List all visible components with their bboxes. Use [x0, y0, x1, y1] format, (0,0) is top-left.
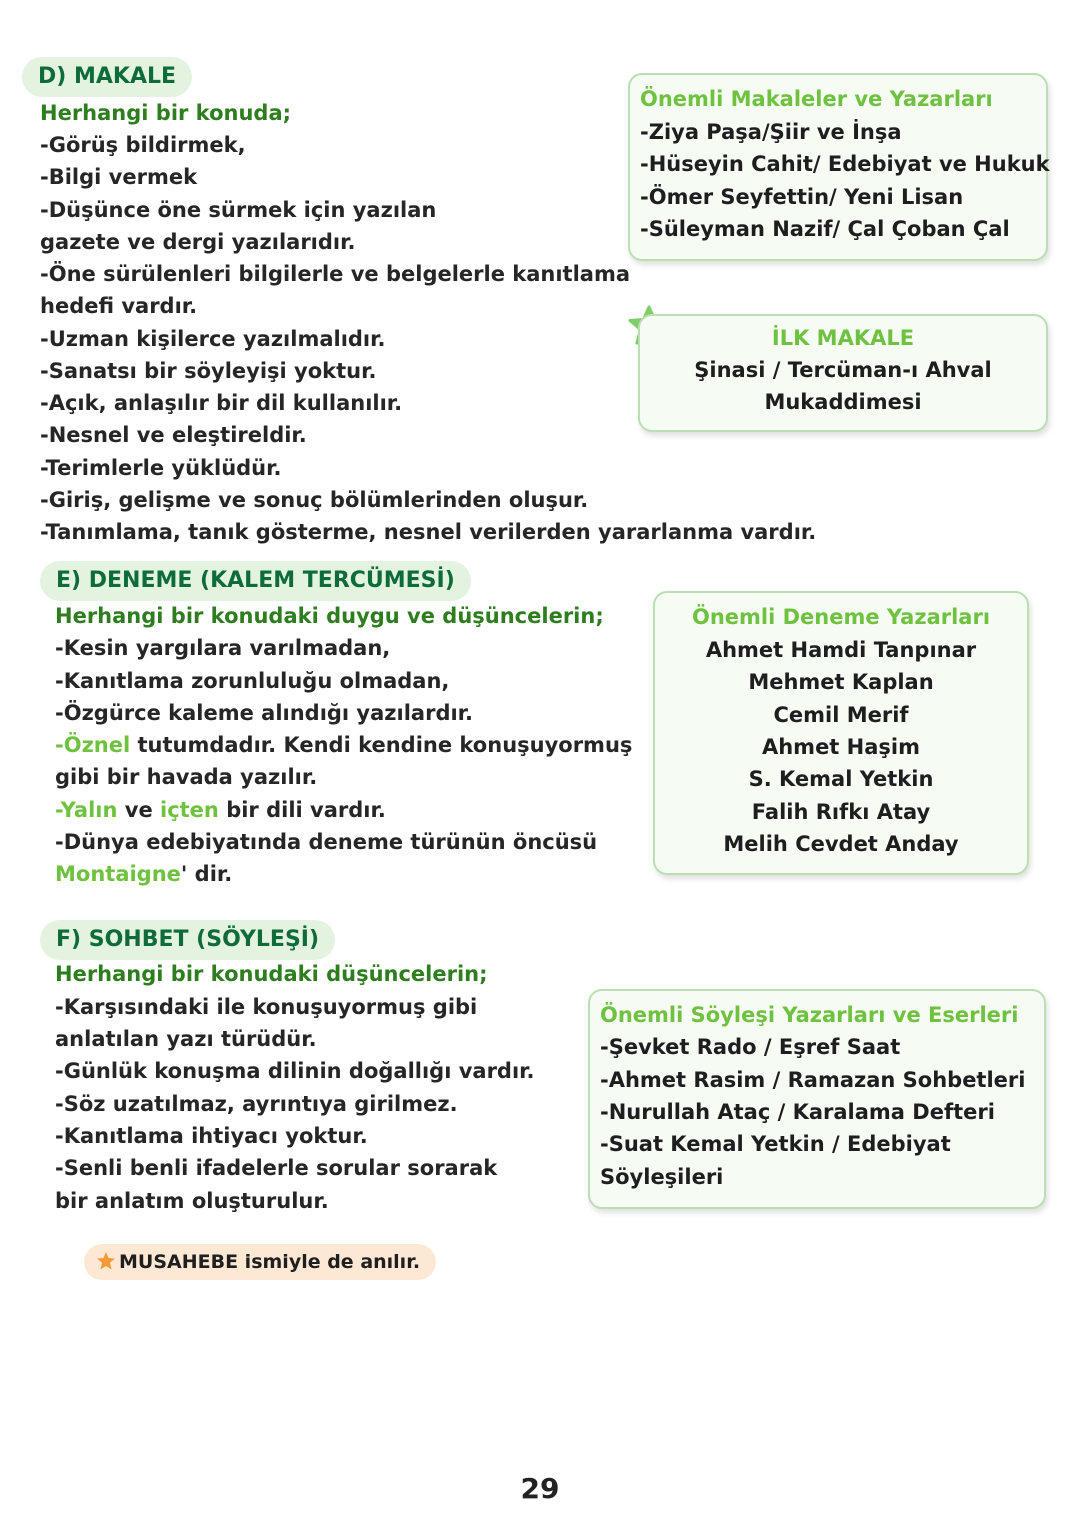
deneme-line: -Dünya edebiyatında deneme türünün öncüsü	[55, 830, 598, 854]
box-item: Söyleşileri	[600, 1165, 724, 1189]
makale-line: -Bilgi vermek	[40, 165, 198, 189]
box-item: -Süleyman Nazif/ Çal Çoban Çal	[640, 217, 1010, 241]
makale-line: -Uzman kişilerce yazılmalıdır.	[40, 327, 386, 351]
box-item: Melih Cevdet Anday	[723, 832, 959, 856]
important-essayists-box	[653, 591, 1029, 875]
first-article-box	[638, 314, 1048, 432]
section-title-makale: D) MAKALE	[22, 57, 192, 97]
section-title-deneme: E) DENEME (KALEM TERCÜMESİ)	[40, 561, 471, 601]
makale-line: -Düşünce öne sürmek için yazılan	[40, 198, 437, 222]
sohbet-line: -Günlük konuşma dilinin doğallığı vardır.	[55, 1059, 535, 1083]
box-item: -Hüseyin Cahit/ Edebiyat ve Hukuk	[640, 152, 1050, 176]
makale-line: -Giriş, gelişme ve sonuç bölümlerinden oluşur.	[40, 488, 589, 512]
box-item: Ahmet Haşim	[761, 735, 920, 759]
note-musahebe	[84, 1244, 436, 1280]
sohbet-subtitle: Herhangi bir konudaki düşüncelerin;	[55, 962, 488, 986]
sohbet-line: -Karşısındaki ile konuşuyormuş gibi	[55, 995, 478, 1019]
makale-subtitle: Herhangi bir konuda;	[40, 101, 292, 125]
box-item: -Şevket Rado / Eşref Saat	[600, 1035, 901, 1059]
deneme-line: -Kesin yargılara varılmadan,	[55, 636, 391, 660]
box-item: -Suat Kemal Yetkin / Edebiyat	[600, 1132, 951, 1156]
section-title-sohbet: F) SOHBET (SÖYLEŞİ)	[40, 920, 335, 960]
box-item: Cemil Merif	[773, 703, 909, 727]
makale-line: -Sanatsı bir söyleyişi yoktur.	[40, 359, 377, 383]
sohbet-line: -Söz uzatılmaz, ayrıntıya girilmez.	[55, 1092, 458, 1116]
makale-line: -Terimlerle yüklüdür.	[40, 456, 282, 480]
makale-line: gazete ve dergi yazılarıdır.	[40, 230, 356, 254]
box-item: Ahmet Hamdi Tanpınar	[705, 638, 977, 662]
highlight-term: Montaigne	[55, 862, 181, 886]
deneme-line: -Kanıtlama zorunluluğu olmadan,	[55, 669, 450, 693]
box-title: Önemli Söyleşi Yazarları ve Eserleri	[600, 1003, 1019, 1027]
deneme-line: -Yalın ve içten bir dili vardır.	[55, 798, 386, 822]
important-interview-writers-box	[588, 989, 1046, 1209]
note-text: MUSAHEBE ismiyle de anılır.	[119, 1251, 421, 1273]
box-item: Mukaddimesi	[764, 390, 922, 414]
page-number: 29	[520, 1472, 560, 1505]
sohbet-line: -Kanıtlama ihtiyacı yoktur.	[55, 1124, 368, 1148]
sohbet-line: bir anlatım oluşturulur.	[55, 1189, 329, 1213]
deneme-line: Montaigne' dir.	[55, 862, 233, 886]
box-item: -Ziya Paşa/Şiir ve İnşa	[640, 120, 902, 144]
makale-line: -Görüş bildirmek,	[40, 133, 246, 157]
sohbet-line: -Senli benli ifadelerle sorular sorarak	[55, 1156, 498, 1180]
deneme-line: gibi bir havada yazılır.	[55, 765, 318, 789]
box-item: -Ahmet Rasim / Ramazan Sohbetleri	[600, 1068, 1026, 1092]
makale-line: -Açık, anlaşılır bir dil kullanılır.	[40, 391, 403, 415]
makale-line: -Tanımlama, tanık gösterme, nesnel verilerden yararlanma vardır.	[40, 520, 817, 544]
box-title: Önemli Makaleler ve Yazarları	[640, 87, 993, 111]
important-articles-box	[628, 73, 1048, 261]
box-item: -Ömer Seyfettin/ Yeni Lisan	[640, 185, 964, 209]
deneme-line: -Öznel tutumdadır. Kendi kendine konuşuyormuş	[55, 733, 633, 757]
box-item: -Nurullah Ataç / Karalama Defteri	[600, 1100, 995, 1124]
sohbet-line: anlatılan yazı türüdür.	[55, 1027, 317, 1051]
box-item: Şinasi / Tercüman-ı Ahval	[694, 358, 992, 382]
star-icon	[96, 1251, 116, 1271]
makale-line: -Nesnel ve eleştireldir.	[40, 423, 307, 447]
highlight-term: içten	[160, 798, 219, 822]
makale-line: -Öne sürülenleri bilgilerle ve belgelerle kanıtlama	[40, 262, 631, 286]
box-title: İLK MAKALE	[771, 326, 915, 350]
makale-line: hedefi vardır.	[40, 294, 198, 318]
box-item: Falih Rıfkı Atay	[751, 800, 931, 824]
highlight-term: -Öznel	[55, 733, 131, 757]
box-item: S. Kemal Yetkin	[748, 767, 934, 791]
box-item: Mehmet Kaplan	[748, 670, 934, 694]
deneme-line: -Özgürce kaleme alındığı yazılardır.	[55, 701, 474, 725]
highlight-term: -Yalın	[55, 798, 118, 822]
deneme-subtitle: Herhangi bir konudaki duygu ve düşüncelerin;	[55, 604, 604, 628]
box-title: Önemli Deneme Yazarları	[691, 605, 991, 629]
